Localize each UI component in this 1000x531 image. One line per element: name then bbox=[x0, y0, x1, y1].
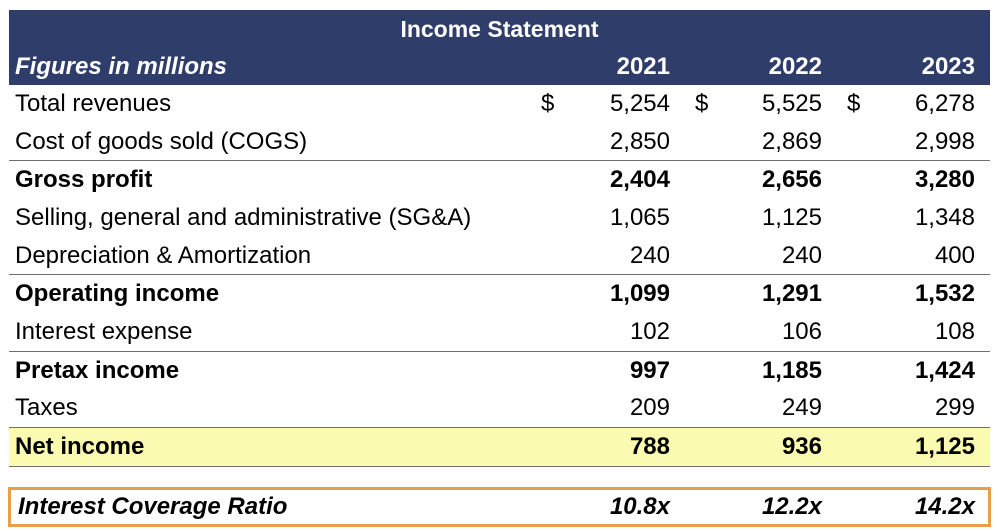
value-2021: 2,404 bbox=[609, 166, 670, 194]
row-label: Taxes bbox=[15, 394, 78, 422]
value-2022: 249 bbox=[781, 394, 822, 422]
spacer bbox=[9, 467, 990, 487]
row-label: Operating income bbox=[15, 280, 220, 308]
row-label: Depreciation & Amortization bbox=[15, 241, 312, 269]
ratio-2021: 10.8x bbox=[609, 492, 670, 520]
ratio-label: Interest Coverage Ratio bbox=[18, 492, 288, 520]
row-label: Cost of goods sold (COGS) bbox=[15, 127, 308, 155]
table-title: Income Statement bbox=[9, 10, 990, 49]
value-2022: 5,525 bbox=[761, 89, 822, 117]
row-label: Interest expense bbox=[15, 317, 193, 345]
year-header-2022: 2022 bbox=[768, 53, 822, 80]
row-taxes bbox=[9, 390, 990, 428]
header-row bbox=[9, 49, 990, 85]
value-2022: 2,656 bbox=[761, 166, 822, 194]
value-2022: 240 bbox=[781, 241, 822, 269]
year-header-2023: 2023 bbox=[921, 53, 975, 80]
value-2023: 3,280 bbox=[914, 166, 975, 194]
value-2023: 1,125 bbox=[914, 433, 975, 461]
value-2022: 1,185 bbox=[761, 356, 822, 384]
ratio-2022: 12.2x bbox=[761, 492, 822, 520]
row-label: Selling, general and administrative (SG&A) bbox=[15, 203, 472, 231]
value-2022: 2,869 bbox=[761, 127, 822, 155]
value-2021: 997 bbox=[629, 356, 670, 384]
value-2022: 936 bbox=[781, 433, 822, 461]
value-2023: 6,278 bbox=[914, 89, 975, 117]
value-2021: 240 bbox=[629, 241, 670, 269]
currency-symbol: $ bbox=[695, 89, 709, 117]
value-2021: 1,099 bbox=[609, 280, 670, 308]
row-pretax-income bbox=[9, 351, 990, 390]
value-2022: 106 bbox=[781, 317, 822, 345]
row-depreciation bbox=[9, 237, 990, 275]
year-header-2021: 2021 bbox=[616, 53, 670, 80]
value-2023: 108 bbox=[934, 317, 975, 345]
units-note: Figures in millions bbox=[15, 53, 228, 80]
row-gross-profit bbox=[9, 160, 990, 199]
interest-coverage-ratio-row bbox=[8, 487, 991, 527]
row-interest-expense bbox=[9, 313, 990, 351]
row-label: Pretax income bbox=[15, 356, 180, 384]
row-label: Total revenues bbox=[15, 89, 172, 117]
row-cogs bbox=[9, 123, 990, 161]
row-net-income bbox=[9, 427, 990, 467]
value-2023: 400 bbox=[934, 241, 975, 269]
value-2021: 1,065 bbox=[609, 203, 670, 231]
ratio-2023: 14.2x bbox=[914, 492, 975, 520]
value-2022: 1,125 bbox=[761, 203, 822, 231]
value-2023: 1,348 bbox=[914, 203, 975, 231]
currency-symbol: $ bbox=[541, 89, 555, 117]
row-sga bbox=[9, 199, 990, 237]
value-2023: 299 bbox=[934, 394, 975, 422]
row-label: Net income bbox=[15, 433, 145, 461]
value-2021: 2,850 bbox=[609, 127, 670, 155]
value-2023: 2,998 bbox=[914, 127, 975, 155]
currency-symbol: $ bbox=[847, 89, 861, 117]
value-2021: 209 bbox=[629, 394, 670, 422]
row-operating-income bbox=[9, 274, 990, 313]
value-2023: 1,532 bbox=[914, 280, 975, 308]
income-statement-table bbox=[9, 10, 990, 527]
row-total-revenues bbox=[9, 85, 990, 123]
value-2022: 1,291 bbox=[761, 280, 822, 308]
value-2021: 5,254 bbox=[609, 89, 670, 117]
value-2023: 1,424 bbox=[914, 356, 975, 384]
value-2021: 102 bbox=[629, 317, 670, 345]
row-label: Gross profit bbox=[15, 166, 153, 194]
value-2021: 788 bbox=[629, 433, 670, 461]
